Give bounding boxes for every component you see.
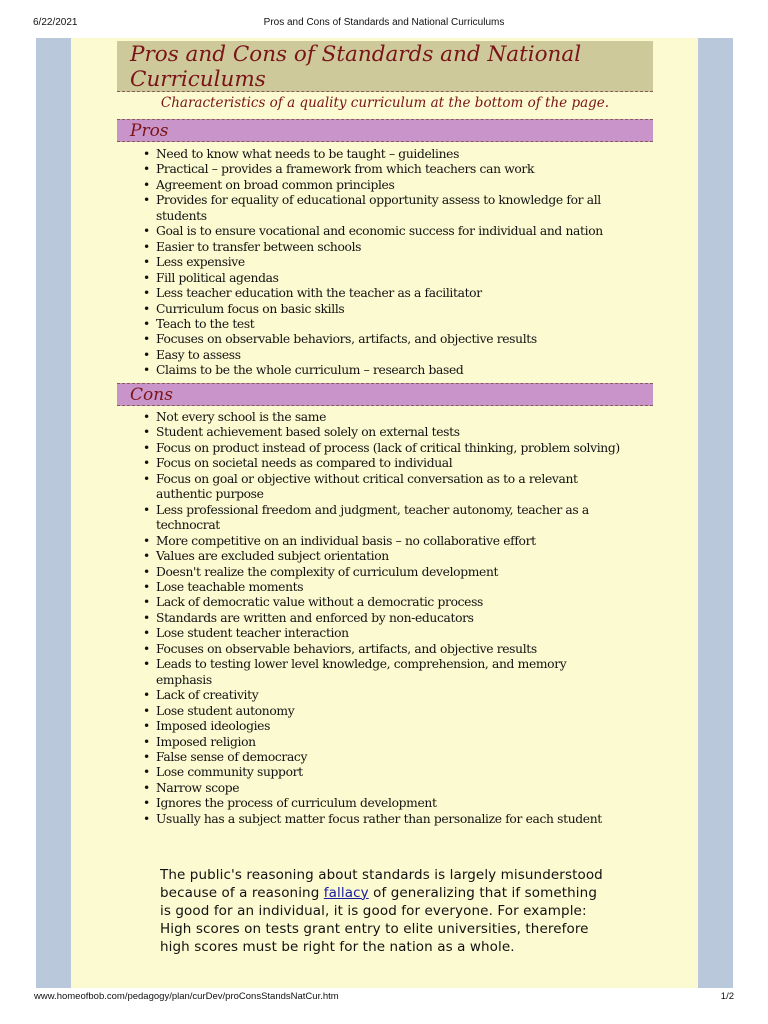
pros-list-item: • Less teacher education with the teacher as a facilitator: [140, 286, 620, 301]
cons-list-item: • Focus on goal or objective without critical conversation as to a relevant authentic purpose: [140, 472, 620, 503]
cons-list-item: • Lose student teacher interaction: [140, 626, 620, 641]
pros-list-item: • Focuses on observable behaviors, artifacts, and objective results: [140, 332, 620, 347]
conclusion-paragraph: [160, 866, 610, 957]
cons-list-item: • Imposed religion: [140, 735, 620, 750]
cons-list-item: • Doesn't realize the complexity of curriculum development: [140, 565, 620, 580]
cons-list-item: • Lose community support: [140, 765, 620, 780]
print-page-title: Pros and Cons of Standards and National Curriculums: [263, 17, 505, 28]
cons-list-item: • Focus on societal needs as compared to individual: [140, 456, 620, 471]
print-date: 6/22/2021: [33, 17, 78, 28]
page-title: Pros and Cons of Standards and National Curriculums: [117, 41, 653, 92]
cons-heading: Cons: [117, 383, 653, 406]
pros-list-item: • Goal is to ensure vocational and economic success for individual and nation: [140, 224, 620, 239]
page-number: 1/2: [720, 991, 734, 1002]
page-subtitle: Characteristics of a quality curriculum at the bottom of the page.: [160, 95, 610, 111]
cons-list-item: • Lose student autonomy: [140, 704, 620, 719]
paragraph-text-after: of generalizing that if something is good for an individual, it is good for everyone. For example: High scores on tests grant entry to elite universities, therefore high scores must be right for the nation as a whole.: [160, 884, 597, 956]
pros-list-item: • Teach to the test: [140, 317, 620, 332]
pros-list-item: • Provides for equality of educational opportunity assess to knowledge for all students: [140, 193, 620, 224]
pros-heading: Pros: [117, 119, 653, 142]
cons-list: [140, 410, 620, 827]
pros-list-item: • Practical – provides a framework from which teachers can work: [140, 162, 620, 177]
pros-list-item: • Claims to be the whole curriculum – research based: [140, 363, 620, 378]
pros-list-item: • Agreement on broad common principles: [140, 178, 620, 193]
cons-list-item: • More competitive on an individual basis – no collaborative effort: [140, 534, 620, 549]
cons-list-item: • Focuses on observable behaviors, artifacts, and objective results: [140, 642, 620, 657]
pros-list-item: • Need to know what needs to be taught – guidelines: [140, 147, 620, 162]
print-footer: [0, 991, 768, 1005]
fallacy-link[interactable]: fallacy: [323, 884, 369, 901]
print-url: www.homeofbob.com/pedagogy/plan/curDev/proConsStandsNatCur.htm: [34, 991, 339, 1002]
cons-list-item: • False sense of democracy: [140, 750, 620, 765]
cons-list-item: • Less professional freedom and judgment, teacher autonomy, teacher as a technocrat: [140, 503, 620, 534]
pros-list-item: • Easier to transfer between schools: [140, 240, 620, 255]
cons-list-item: • Standards are written and enforced by non-educators: [140, 611, 620, 626]
cons-list-item: • Focus on product instead of process (lack of critical thinking, problem solving): [140, 441, 620, 456]
pros-list-item: • Easy to assess: [140, 348, 620, 363]
pros-list-item: • Curriculum focus on basic skills: [140, 302, 620, 317]
cons-list-item: • Narrow scope: [140, 781, 620, 796]
print-header: [0, 17, 768, 31]
cons-list-item: • Not every school is the same: [140, 410, 620, 425]
pros-list: [140, 147, 620, 379]
pros-list-item: • Fill political agendas: [140, 271, 620, 286]
cons-list-item: • Leads to testing lower level knowledge, comprehension, and memory emphasis: [140, 657, 620, 688]
cons-list-item: • Lack of creativity: [140, 688, 620, 703]
cons-list-item: • Usually has a subject matter focus rather than personalize for each student: [140, 812, 620, 827]
paragraph-text-before: The public's reasoning about standards is largely misunderstood because of a reasoning: [160, 866, 603, 901]
cons-list-item: • Lose teachable moments: [140, 580, 620, 595]
cons-list-item: • Lack of democratic value without a democratic process: [140, 595, 620, 610]
cons-list-item: • Student achievement based solely on external tests: [140, 425, 620, 440]
pros-list-item: • Less expensive: [140, 255, 620, 270]
cons-list-item: • Imposed ideologies: [140, 719, 620, 734]
cons-list-item: • Values are excluded subject orientation: [140, 549, 620, 564]
cons-list-item: • Ignores the process of curriculum development: [140, 796, 620, 811]
